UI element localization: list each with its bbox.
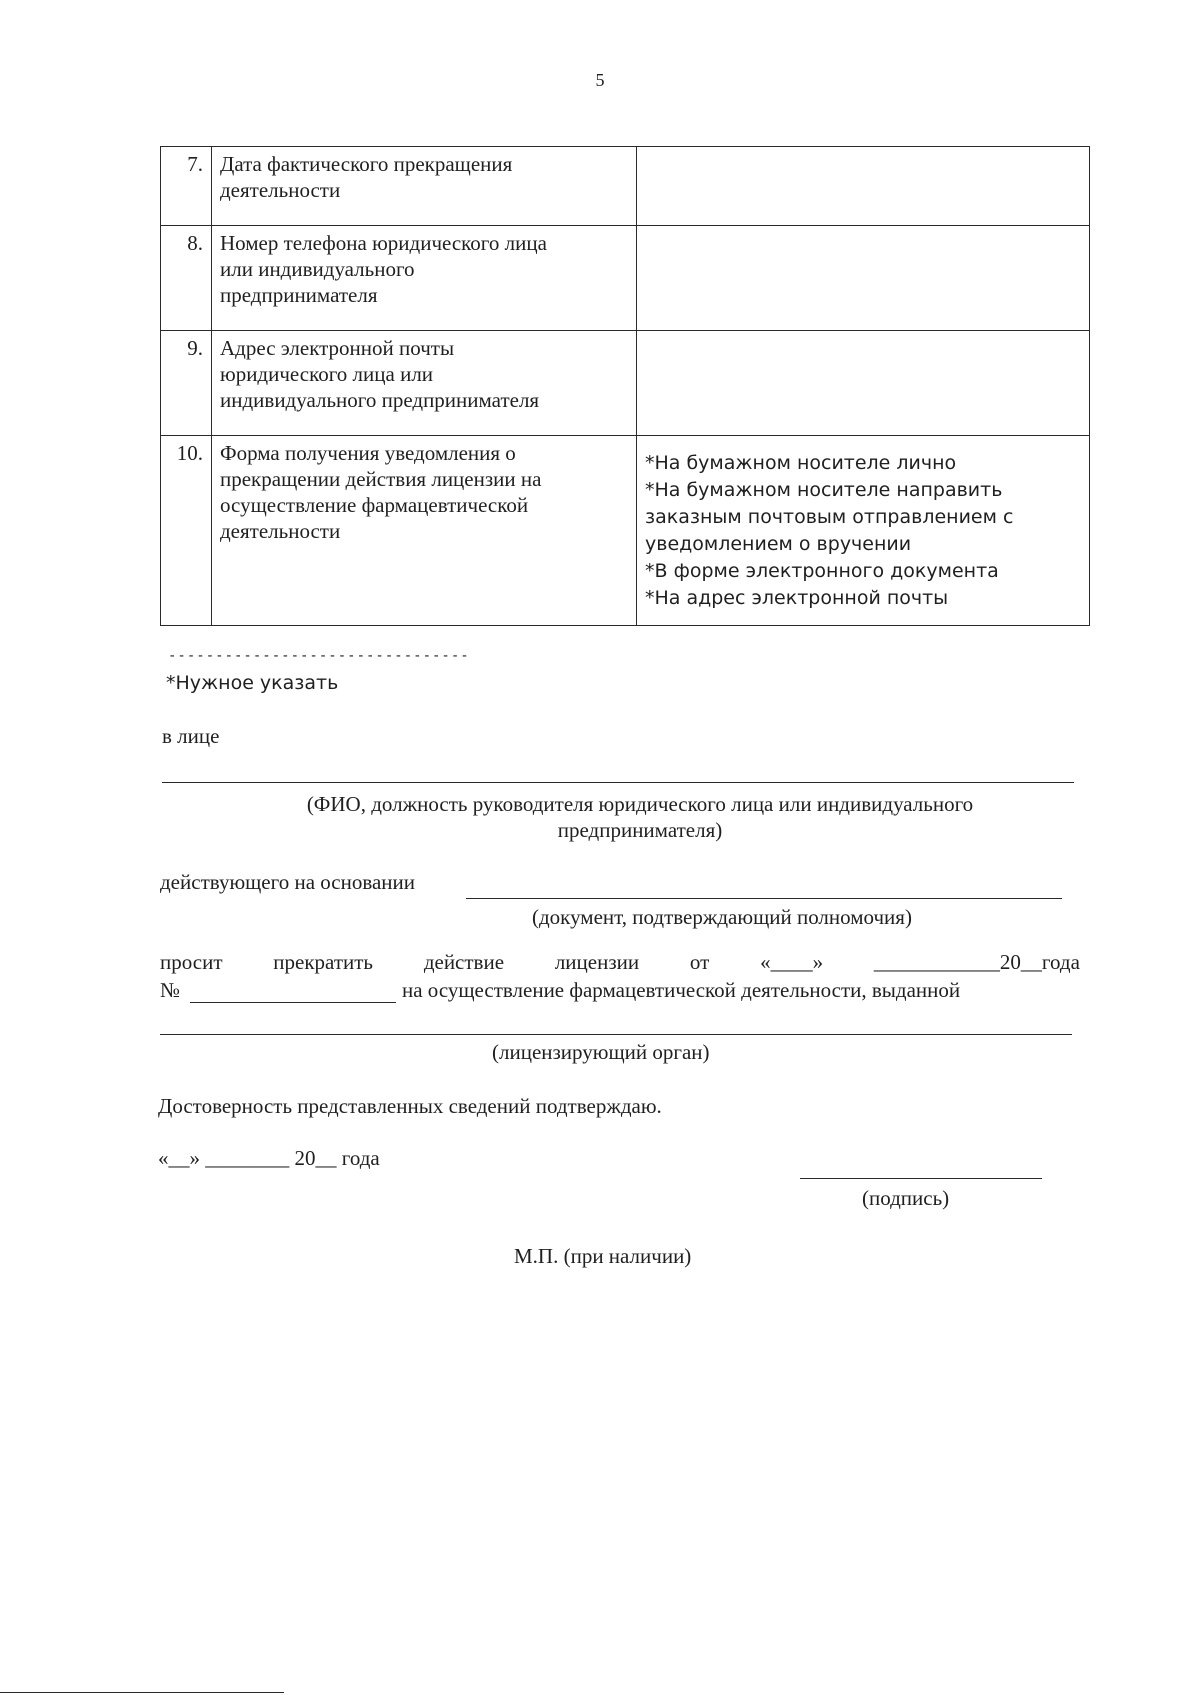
- row-value: [637, 226, 1090, 331]
- organ-line: [160, 1034, 1072, 1035]
- row-name-line: прекращении действия лицензии на: [220, 467, 542, 491]
- table-row: [161, 226, 1090, 331]
- mp-text: М.П. (при наличии): [514, 1244, 692, 1268]
- v-litse-label: в лице: [162, 724, 220, 748]
- prosit-word: лицензии: [554, 950, 640, 974]
- prosit-word: прекратить: [273, 950, 374, 974]
- row-name-line: или индивидуального: [220, 257, 415, 281]
- row-value-line: *На бумажном носителе лично: [645, 452, 957, 474]
- bottom-edge-line: [0, 1692, 284, 1693]
- row-name-line: Номер телефона юридического лица: [220, 231, 547, 255]
- table-row: [161, 147, 1090, 226]
- row-name-line: деятельности: [220, 519, 341, 543]
- row-name: [212, 436, 637, 626]
- row-name-line: деятельности: [220, 178, 341, 202]
- prosit-date-day: «____»: [760, 950, 824, 974]
- row-name-line: осуществление фармацевтической: [220, 493, 529, 517]
- prosit-line2-text: на осуществление фармацевтической деятельности, выданной: [402, 978, 961, 1002]
- dostovernost-text: Достоверность представленных сведений подтверждаю.: [158, 1094, 662, 1118]
- row-name: [212, 147, 637, 226]
- row-name-line: юридического лица или: [220, 362, 434, 386]
- prosit-word: действие: [423, 950, 505, 974]
- row-name-line: Дата фактического прекращения: [220, 152, 513, 176]
- fio-caption-line1: (ФИО, должность руководителя юридического лица или индивидуального: [306, 792, 974, 816]
- date-year: 20__ года: [294, 1146, 380, 1170]
- deistvuyushchego-label: действующего на основании: [160, 870, 416, 894]
- prosit-word: от: [689, 950, 710, 974]
- form-table: [160, 146, 1090, 626]
- prosit-date-year: ____________20__года: [873, 950, 1080, 974]
- row-name-line: предпринимателя: [220, 283, 378, 307]
- row-value: [637, 147, 1090, 226]
- footnote-separator: --------------------------------: [168, 648, 470, 664]
- license-number-line: [190, 1002, 396, 1003]
- row-value-line: *В форме электронного документа: [645, 560, 999, 582]
- date-day: «__»: [158, 1146, 200, 1170]
- podpis-caption: (подпись): [862, 1186, 950, 1210]
- row-value: [637, 331, 1090, 436]
- row-name-line: Форма получения уведомления о: [220, 441, 516, 465]
- signature-line: [800, 1178, 1042, 1179]
- page-number: 5: [595, 70, 605, 90]
- dokument-caption: (документ, подтверждающий полномочия): [532, 905, 912, 929]
- row-number: 8.: [161, 226, 212, 331]
- row-value: [637, 436, 1090, 626]
- osnovanie-line: [466, 898, 1062, 899]
- row-value-line: заказным почтовым отправлением с: [645, 506, 1014, 528]
- table-row: [161, 436, 1090, 626]
- prosit-word: просит: [160, 950, 223, 974]
- row-name: [212, 226, 637, 331]
- table-row: [161, 331, 1090, 436]
- row-number: 7.: [161, 147, 212, 226]
- date-line: [158, 1146, 380, 1171]
- row-name: [212, 331, 637, 436]
- row-name-line: Адрес электронной почты: [220, 336, 455, 360]
- row-value-line: *На бумажном носителе направить: [645, 479, 1003, 501]
- row-number: 10.: [161, 436, 212, 626]
- organ-caption: (лицензирующий орган): [492, 1040, 710, 1064]
- footnote-text: *Нужное указать: [166, 672, 339, 694]
- date-month: ________: [205, 1146, 290, 1170]
- row-value-line: уведомлением о вручении: [645, 533, 912, 555]
- fio-line: [162, 782, 1074, 783]
- prosit-line: [160, 950, 1080, 975]
- fio-caption-line2: предпринимателя): [557, 818, 723, 842]
- row-value-line: *На адрес электронной почты: [645, 587, 949, 609]
- row-name-line: индивидуального предпринимателя: [220, 388, 540, 412]
- number-sign: №: [160, 978, 181, 1002]
- row-number: 9.: [161, 331, 212, 436]
